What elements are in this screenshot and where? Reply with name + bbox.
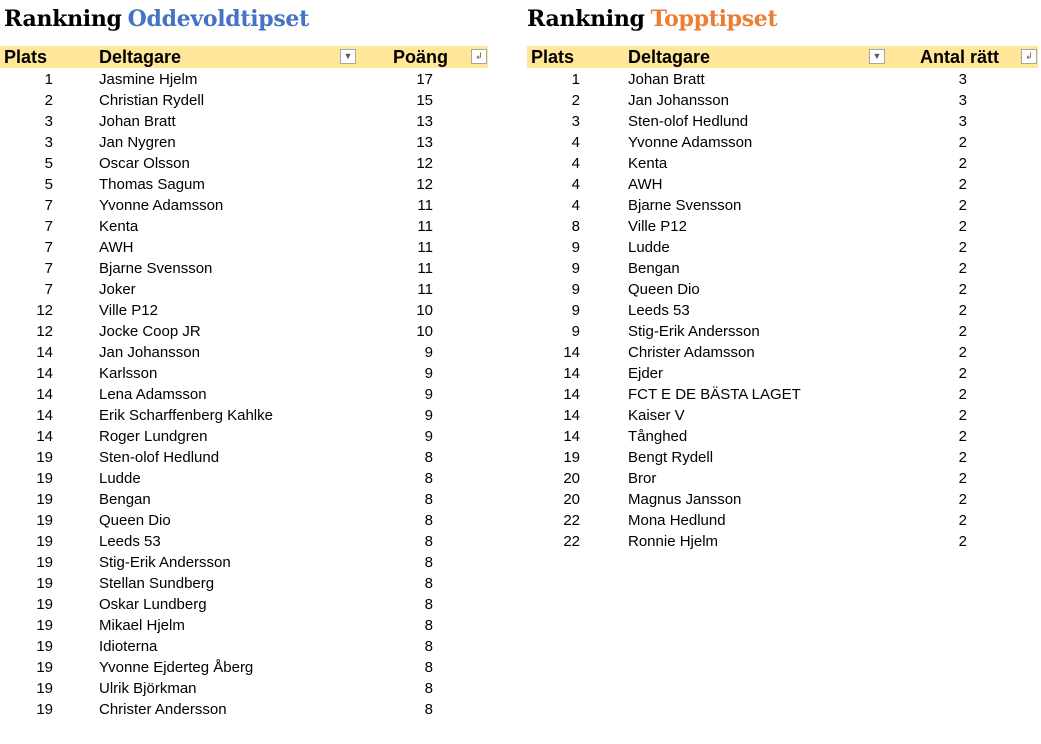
table-row bbox=[0, 531, 490, 552]
cell-deltagare: Oskar Lundberg bbox=[99, 596, 207, 613]
cell-plats: 7 bbox=[44, 281, 53, 298]
cell-score: 2 bbox=[958, 533, 967, 550]
cell-plats: 19 bbox=[36, 470, 53, 487]
dropdown-arrow-icon[interactable]: ▼ bbox=[869, 49, 885, 64]
cell-score: 12 bbox=[416, 155, 433, 172]
cell-plats: 14 bbox=[36, 344, 53, 361]
cell-plats: 8 bbox=[571, 218, 580, 235]
cell-deltagare: Bengan bbox=[99, 491, 151, 508]
cell-score: 3 bbox=[958, 71, 967, 88]
header-deltagare: Deltagare bbox=[628, 47, 711, 67]
cell-deltagare: Sten-olof Hedlund bbox=[628, 113, 749, 130]
table-row bbox=[527, 363, 1041, 384]
cell-deltagare: Jan Johansson bbox=[628, 92, 729, 109]
table-row bbox=[527, 321, 1041, 342]
cell-score: 8 bbox=[424, 575, 433, 592]
cell-score: 2 bbox=[958, 491, 967, 508]
cell-deltagare: Bengt Rydell bbox=[628, 449, 714, 466]
table-row bbox=[527, 384, 1041, 405]
cell-score: 2 bbox=[958, 449, 967, 466]
table-row bbox=[527, 258, 1041, 279]
table-row bbox=[527, 237, 1041, 258]
cell-plats: 3 bbox=[571, 113, 580, 130]
cell-score: 11 bbox=[417, 239, 433, 256]
cell-plats: 5 bbox=[44, 155, 53, 172]
cell-deltagare: Stig-Erik Andersson bbox=[628, 323, 760, 340]
table-row bbox=[0, 615, 490, 636]
table-row bbox=[527, 153, 1041, 174]
cell-deltagare: Roger Lundgren bbox=[99, 428, 208, 445]
cell-deltagare: Kenta bbox=[99, 218, 139, 235]
cell-score: 8 bbox=[424, 491, 433, 508]
cell-score: 2 bbox=[958, 239, 967, 256]
cell-score: 2 bbox=[958, 512, 967, 529]
header-score: Antal rätt bbox=[920, 47, 1000, 67]
cell-deltagare: Yvonne Adamsson bbox=[628, 134, 753, 151]
table-row bbox=[0, 699, 490, 720]
table-row bbox=[0, 321, 490, 342]
cell-score: 2 bbox=[958, 428, 967, 445]
header-score: Poäng bbox=[393, 47, 449, 67]
cell-deltagare: Jan Johansson bbox=[99, 344, 200, 361]
cell-deltagare: Kaiser V bbox=[628, 407, 685, 424]
cell-deltagare: FCT E DE BÄSTA LAGET bbox=[628, 386, 801, 403]
cell-score: 9 bbox=[424, 365, 433, 382]
cell-deltagare: Bjarne Svensson bbox=[628, 197, 742, 214]
cell-score: 2 bbox=[958, 323, 967, 340]
table-row bbox=[0, 552, 490, 573]
cell-plats: 19 bbox=[36, 512, 53, 529]
table-row bbox=[0, 216, 490, 237]
cell-score: 8 bbox=[424, 617, 433, 634]
cell-score: 11 bbox=[417, 260, 433, 277]
table-row bbox=[527, 468, 1041, 489]
cell-deltagare: Jocke Coop JR bbox=[99, 323, 201, 340]
cell-deltagare: Stig-Erik Andersson bbox=[99, 554, 231, 571]
cell-deltagare: Idioterna bbox=[99, 638, 158, 655]
cell-deltagare: Ville P12 bbox=[628, 218, 687, 235]
cell-score: 9 bbox=[424, 428, 433, 445]
cell-plats: 14 bbox=[563, 428, 580, 445]
table-row bbox=[0, 468, 490, 489]
cell-deltagare: AWH bbox=[99, 239, 134, 256]
sort-filter-icon[interactable]: ↲ bbox=[1021, 49, 1037, 64]
cell-score: 17 bbox=[416, 71, 433, 88]
sort-filter-icon[interactable]: ↲ bbox=[471, 49, 487, 64]
cell-plats: 3 bbox=[44, 113, 53, 130]
cell-plats: 4 bbox=[571, 176, 580, 193]
table-row bbox=[527, 405, 1041, 426]
cell-score: 2 bbox=[958, 260, 967, 277]
cell-deltagare: Thomas Sagum bbox=[99, 176, 205, 193]
cell-deltagare: Ville P12 bbox=[99, 302, 158, 319]
cell-score: 2 bbox=[958, 218, 967, 235]
cell-plats: 5 bbox=[44, 176, 53, 193]
cell-score: 2 bbox=[958, 344, 967, 361]
table-row bbox=[0, 426, 490, 447]
cell-score: 10 bbox=[416, 323, 433, 340]
cell-deltagare: Erik Scharffenberg Kahlke bbox=[99, 407, 273, 424]
table-row bbox=[0, 510, 490, 531]
cell-plats: 19 bbox=[36, 680, 53, 697]
cell-plats: 1 bbox=[44, 71, 53, 88]
cell-plats: 14 bbox=[563, 344, 580, 361]
cell-score: 2 bbox=[958, 386, 967, 403]
table-row bbox=[527, 69, 1041, 90]
cell-score: 8 bbox=[424, 659, 433, 676]
cell-plats: 22 bbox=[563, 512, 580, 529]
table-row bbox=[0, 300, 490, 321]
cell-score: 2 bbox=[958, 407, 967, 424]
table-row bbox=[0, 174, 490, 195]
table-row bbox=[0, 279, 490, 300]
cell-deltagare: Queen Dio bbox=[628, 281, 700, 298]
cell-plats: 7 bbox=[44, 260, 53, 277]
cell-plats: 4 bbox=[571, 155, 580, 172]
table-row bbox=[527, 132, 1041, 153]
cell-plats: 3 bbox=[44, 134, 53, 151]
cell-score: 2 bbox=[958, 281, 967, 298]
cell-plats: 19 bbox=[36, 638, 53, 655]
table-row bbox=[0, 132, 490, 153]
cell-score: 9 bbox=[424, 407, 433, 424]
cell-deltagare: Kenta bbox=[628, 155, 668, 172]
cell-plats: 14 bbox=[563, 365, 580, 382]
table-row bbox=[527, 447, 1041, 468]
cell-score: 12 bbox=[416, 176, 433, 193]
cell-plats: 9 bbox=[571, 281, 580, 298]
table-row bbox=[527, 216, 1041, 237]
cell-deltagare: Johan Bratt bbox=[628, 71, 705, 88]
cell-deltagare: Stellan Sundberg bbox=[99, 575, 215, 592]
table-row bbox=[0, 69, 490, 90]
cell-plats: 14 bbox=[563, 407, 580, 424]
cell-score: 2 bbox=[958, 134, 967, 151]
table-body bbox=[0, 69, 490, 720]
table-row bbox=[527, 195, 1041, 216]
header-plats: Plats bbox=[531, 47, 575, 67]
panel-title bbox=[4, 6, 309, 32]
cell-score: 2 bbox=[958, 470, 967, 487]
table-row bbox=[0, 405, 490, 426]
table-row bbox=[0, 237, 490, 258]
table-row bbox=[0, 594, 490, 615]
cell-plats: 20 bbox=[563, 470, 580, 487]
cell-score: 8 bbox=[424, 470, 433, 487]
title-accent: Oddevoldtipset bbox=[127, 6, 309, 32]
cell-deltagare: Magnus Jansson bbox=[628, 491, 742, 508]
cell-deltagare: Ejder bbox=[628, 365, 664, 382]
cell-deltagare: Christer Andersson bbox=[99, 701, 227, 718]
table-row bbox=[0, 342, 490, 363]
table-row bbox=[527, 342, 1041, 363]
cell-score: 8 bbox=[424, 533, 433, 550]
cell-deltagare: Christer Adamsson bbox=[628, 344, 755, 361]
cell-plats: 2 bbox=[44, 92, 53, 109]
table-body bbox=[527, 69, 1041, 552]
cell-deltagare: Oscar Olsson bbox=[99, 155, 190, 172]
title-prefix: Rankning bbox=[527, 6, 645, 32]
cell-plats: 9 bbox=[571, 239, 580, 256]
table-row bbox=[0, 363, 490, 384]
cell-plats: 1 bbox=[571, 71, 580, 88]
cell-score: 2 bbox=[958, 302, 967, 319]
cell-deltagare: Ludde bbox=[99, 470, 141, 487]
cell-plats: 2 bbox=[571, 92, 580, 109]
cell-plats: 7 bbox=[44, 218, 53, 235]
table-row bbox=[0, 90, 490, 111]
table-row bbox=[0, 258, 490, 279]
cell-deltagare: Mikael Hjelm bbox=[99, 617, 185, 634]
cell-deltagare: Jan Nygren bbox=[99, 134, 176, 151]
table-row bbox=[0, 573, 490, 594]
cell-deltagare: Yvonne Adamsson bbox=[99, 197, 224, 214]
table-row bbox=[527, 279, 1041, 300]
table-row bbox=[527, 90, 1041, 111]
cell-plats: 4 bbox=[571, 197, 580, 214]
table-row bbox=[527, 300, 1041, 321]
cell-plats: 19 bbox=[36, 659, 53, 676]
cell-deltagare: Jasmine Hjelm bbox=[99, 71, 198, 88]
cell-plats: 14 bbox=[36, 386, 53, 403]
cell-deltagare: Sten-olof Hedlund bbox=[99, 449, 220, 466]
cell-score: 8 bbox=[424, 449, 433, 466]
cell-deltagare: Lena Adamsson bbox=[99, 386, 207, 403]
cell-plats: 7 bbox=[44, 197, 53, 214]
cell-plats: 14 bbox=[36, 365, 53, 382]
cell-plats: 19 bbox=[36, 449, 53, 466]
cell-plats: 19 bbox=[36, 701, 53, 718]
cell-deltagare: Tånghed bbox=[628, 428, 688, 445]
cell-deltagare: Leeds 53 bbox=[628, 302, 690, 319]
cell-score: 8 bbox=[424, 554, 433, 571]
cell-plats: 9 bbox=[571, 323, 580, 340]
cell-score: 2 bbox=[958, 197, 967, 214]
cell-plats: 19 bbox=[36, 596, 53, 613]
cell-score: 9 bbox=[424, 386, 433, 403]
cell-score: 8 bbox=[424, 680, 433, 697]
table-header bbox=[0, 46, 488, 68]
table-row bbox=[0, 447, 490, 468]
cell-score: 8 bbox=[424, 701, 433, 718]
table-row bbox=[0, 636, 490, 657]
cell-plats: 7 bbox=[44, 239, 53, 256]
cell-plats: 14 bbox=[563, 386, 580, 403]
cell-score: 3 bbox=[958, 92, 967, 109]
cell-deltagare: Johan Bratt bbox=[99, 113, 176, 130]
header-plats: Plats bbox=[4, 47, 48, 67]
table-row bbox=[0, 384, 490, 405]
cell-plats: 12 bbox=[36, 323, 53, 340]
cell-deltagare: Bengan bbox=[628, 260, 680, 277]
cell-plats: 9 bbox=[571, 260, 580, 277]
cell-plats: 9 bbox=[571, 302, 580, 319]
cell-score: 9 bbox=[424, 344, 433, 361]
header-deltagare: Deltagare bbox=[99, 47, 182, 67]
cell-score: 8 bbox=[424, 512, 433, 529]
title-prefix: Rankning bbox=[4, 6, 122, 32]
cell-score: 13 bbox=[416, 134, 433, 151]
cell-plats: 12 bbox=[36, 302, 53, 319]
cell-deltagare: Karlsson bbox=[99, 365, 158, 382]
table-row bbox=[527, 531, 1041, 552]
cell-deltagare: Bror bbox=[628, 470, 657, 487]
table-row bbox=[0, 153, 490, 174]
cell-score: 2 bbox=[958, 365, 967, 382]
cell-deltagare: Yvonne Ejderteg Åberg bbox=[99, 659, 254, 676]
table-row bbox=[0, 489, 490, 510]
cell-plats: 19 bbox=[36, 554, 53, 571]
cell-deltagare: Ronnie Hjelm bbox=[628, 533, 719, 550]
cell-plats: 22 bbox=[563, 533, 580, 550]
cell-score: 10 bbox=[416, 302, 433, 319]
cell-score: 8 bbox=[424, 638, 433, 655]
cell-plats: 19 bbox=[563, 449, 580, 466]
table-row bbox=[0, 657, 490, 678]
cell-plats: 14 bbox=[36, 407, 53, 424]
table-row bbox=[0, 111, 490, 132]
cell-score: 11 bbox=[417, 281, 433, 298]
table-row bbox=[527, 174, 1041, 195]
cell-deltagare: Mona Hedlund bbox=[628, 512, 726, 529]
cell-deltagare: Leeds 53 bbox=[99, 533, 161, 550]
cell-plats: 19 bbox=[36, 491, 53, 508]
cell-plats: 14 bbox=[36, 428, 53, 445]
cell-deltagare: Queen Dio bbox=[99, 512, 171, 529]
cell-score: 13 bbox=[416, 113, 433, 130]
cell-plats: 19 bbox=[36, 575, 53, 592]
cell-plats: 20 bbox=[563, 491, 580, 508]
cell-plats: 4 bbox=[571, 134, 580, 151]
panel-title bbox=[527, 6, 777, 32]
cell-plats: 19 bbox=[36, 533, 53, 550]
dropdown-arrow-icon[interactable]: ▼ bbox=[340, 49, 356, 64]
cell-score: 15 bbox=[416, 92, 433, 109]
table-header bbox=[527, 46, 1038, 68]
table-row bbox=[0, 195, 490, 216]
cell-score: 2 bbox=[958, 155, 967, 172]
cell-score: 11 bbox=[417, 218, 433, 235]
cell-deltagare: Joker bbox=[99, 281, 136, 298]
table-row bbox=[527, 426, 1041, 447]
cell-deltagare: Ludde bbox=[628, 239, 670, 256]
cell-plats: 19 bbox=[36, 617, 53, 634]
cell-deltagare: Christian Rydell bbox=[99, 92, 205, 109]
table-row bbox=[0, 678, 490, 699]
cell-score: 11 bbox=[417, 197, 433, 214]
cell-score: 2 bbox=[958, 176, 967, 193]
table-row bbox=[527, 111, 1041, 132]
cell-score: 8 bbox=[424, 596, 433, 613]
cell-deltagare: Ulrik Björkman bbox=[99, 680, 197, 697]
table-row bbox=[527, 489, 1041, 510]
cell-deltagare: Bjarne Svensson bbox=[99, 260, 213, 277]
table-row bbox=[527, 510, 1041, 531]
cell-deltagare: AWH bbox=[628, 176, 663, 193]
title-accent: Topptipset bbox=[650, 6, 778, 32]
cell-score: 3 bbox=[958, 113, 967, 130]
